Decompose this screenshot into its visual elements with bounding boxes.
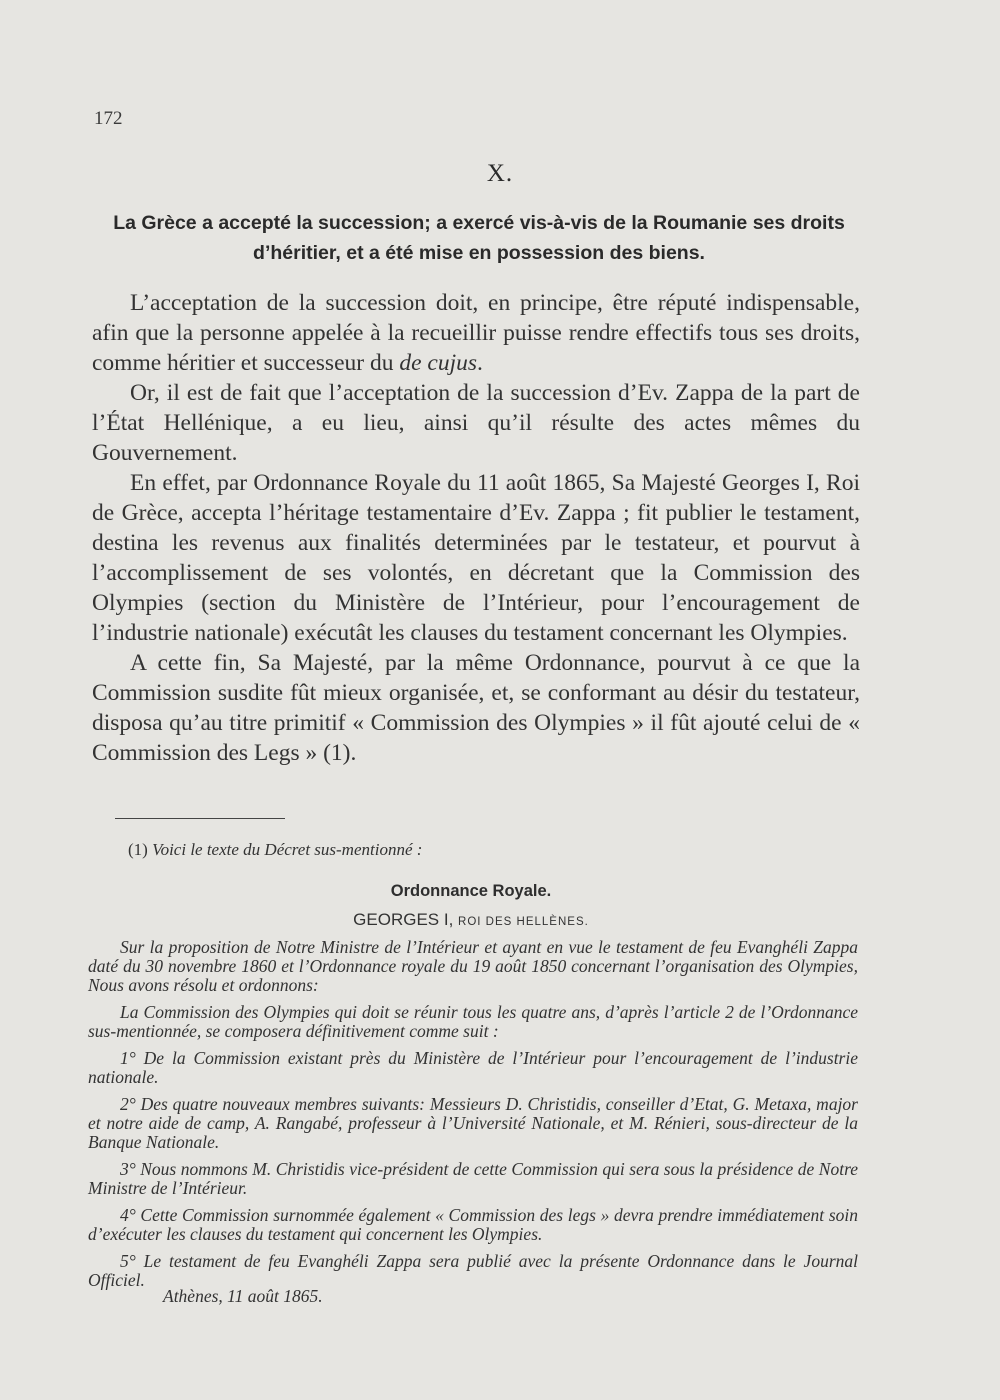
king-name: GEORGES I, <box>353 910 454 929</box>
page-number: 172 <box>94 108 123 129</box>
footnote-divider <box>115 818 285 819</box>
decree-paragraph-7: 5° Le testament de feu Evanghéli Zappa sera publié avec la présente Ordonnance dans le Journal Officiel. <box>88 1251 858 1290</box>
body-text <box>92 288 860 768</box>
footnote-intro-text: Voici le texte du Décret sus-mentionné : <box>152 840 423 859</box>
decree-paragraph-3: 1° De la Commission existant près du Ministère de l’Intérieur pour l’encouragement de l’industrie nationale. <box>88 1048 858 1087</box>
footnote-marker: (1) <box>128 840 148 859</box>
body-paragraph-2: Or, il est de fait que l’acceptation de la succession d’Ev. Zappa de la part de l’État Hellénique, a eu lieu, ainsi qu’il résulte des actes mêmes du Gouvernement. <box>92 380 860 466</box>
decree-text <box>88 938 858 1290</box>
king-title: ROI DES HELLÈNES. <box>458 916 589 928</box>
decree-paragraph-2: La Commission des Olympies qui doit se réunir tous les quatre ans, d’après l’article 2 de l’Ordonnance sus-mentionnée, se composera définitivement comme suit : <box>88 1002 858 1041</box>
chapter-number: X. <box>486 160 514 187</box>
decree-king <box>0 910 942 930</box>
decree-paragraph-4: 2° Des quatre nouveaux membres suivants: Messieurs D. Christidis, conseiller d’Etat, G. Metaxa, major et notre aide de camp, A. Rangabé, professeur à l’Université Nationale, et M. Rénieri, sous-directeur de la Banque Nationale. <box>88 1094 858 1152</box>
section-heading: La Grèce a accepté la succession; a exercé vis-à-vis de la Roumanie ses droits d’héritier, et a été mise en possession des biens. <box>113 212 845 264</box>
body-paragraph-1: L’acceptation de la succession doit, en principe, être réputé indispensable, afin que la personne appelée à la recueillir puisse rendre effectifs tous ses droits, comme héritier et successeur du de cujus. <box>92 290 860 376</box>
decree-paragraph-1: Sur la proposition de Notre Ministre de l’Intérieur et ayant en vue le testament de feu Evanghéli Zappa daté du 30 novembre 1860 et l’Ordonnance royale du 19 août 1850 concernant l’organisation des Olympies, Nous avons résolu et ordonnons: <box>88 937 858 995</box>
decree-paragraph-5: 3° Nous nommons M. Christidis vice-président de cette Commission qui sera sous la présidence de Notre Ministre de l’Intérieur. <box>88 1159 858 1198</box>
decree-date: Athènes, 11 août 1865. <box>163 1286 323 1306</box>
decree-title: Ordonnance Royale. <box>390 882 552 900</box>
body-paragraph-3: En effet, par Ordonnance Royale du 11 août 1865, Sa Majesté Georges I, Roi de Grèce, accepta l’héritage testamentaire d’Ev. Zappa ; fit publier le testament, destina les revenus aux finalités determinées par le testateur, et pourvut à l’accomplissement de ses volontés, en décretant que la Commission des Olympies (section du Ministère de l’Intérieur, pour l’encouragement de l’industrie nationale) exécutât les clauses du testament concernant les Olympies. <box>92 470 860 646</box>
body-paragraph-4: A cette fin, Sa Majesté, par la même Ordonnance, pourvut à ce que la Commission susdite fût mieux organisée, et, se conformant au désir du testateur, disposa qu’au titre primitif « Commission des Olympies » il fût ajouté celui de « Commission des Legs » (1). <box>92 650 860 766</box>
decree-paragraph-6: 4° Cette Commission surnommée également « Commission des legs » devra prendre immédiatement soin d’exécuter les clauses du testament qui concernent les Olympies. <box>88 1205 858 1244</box>
footnote-intro <box>128 840 422 860</box>
